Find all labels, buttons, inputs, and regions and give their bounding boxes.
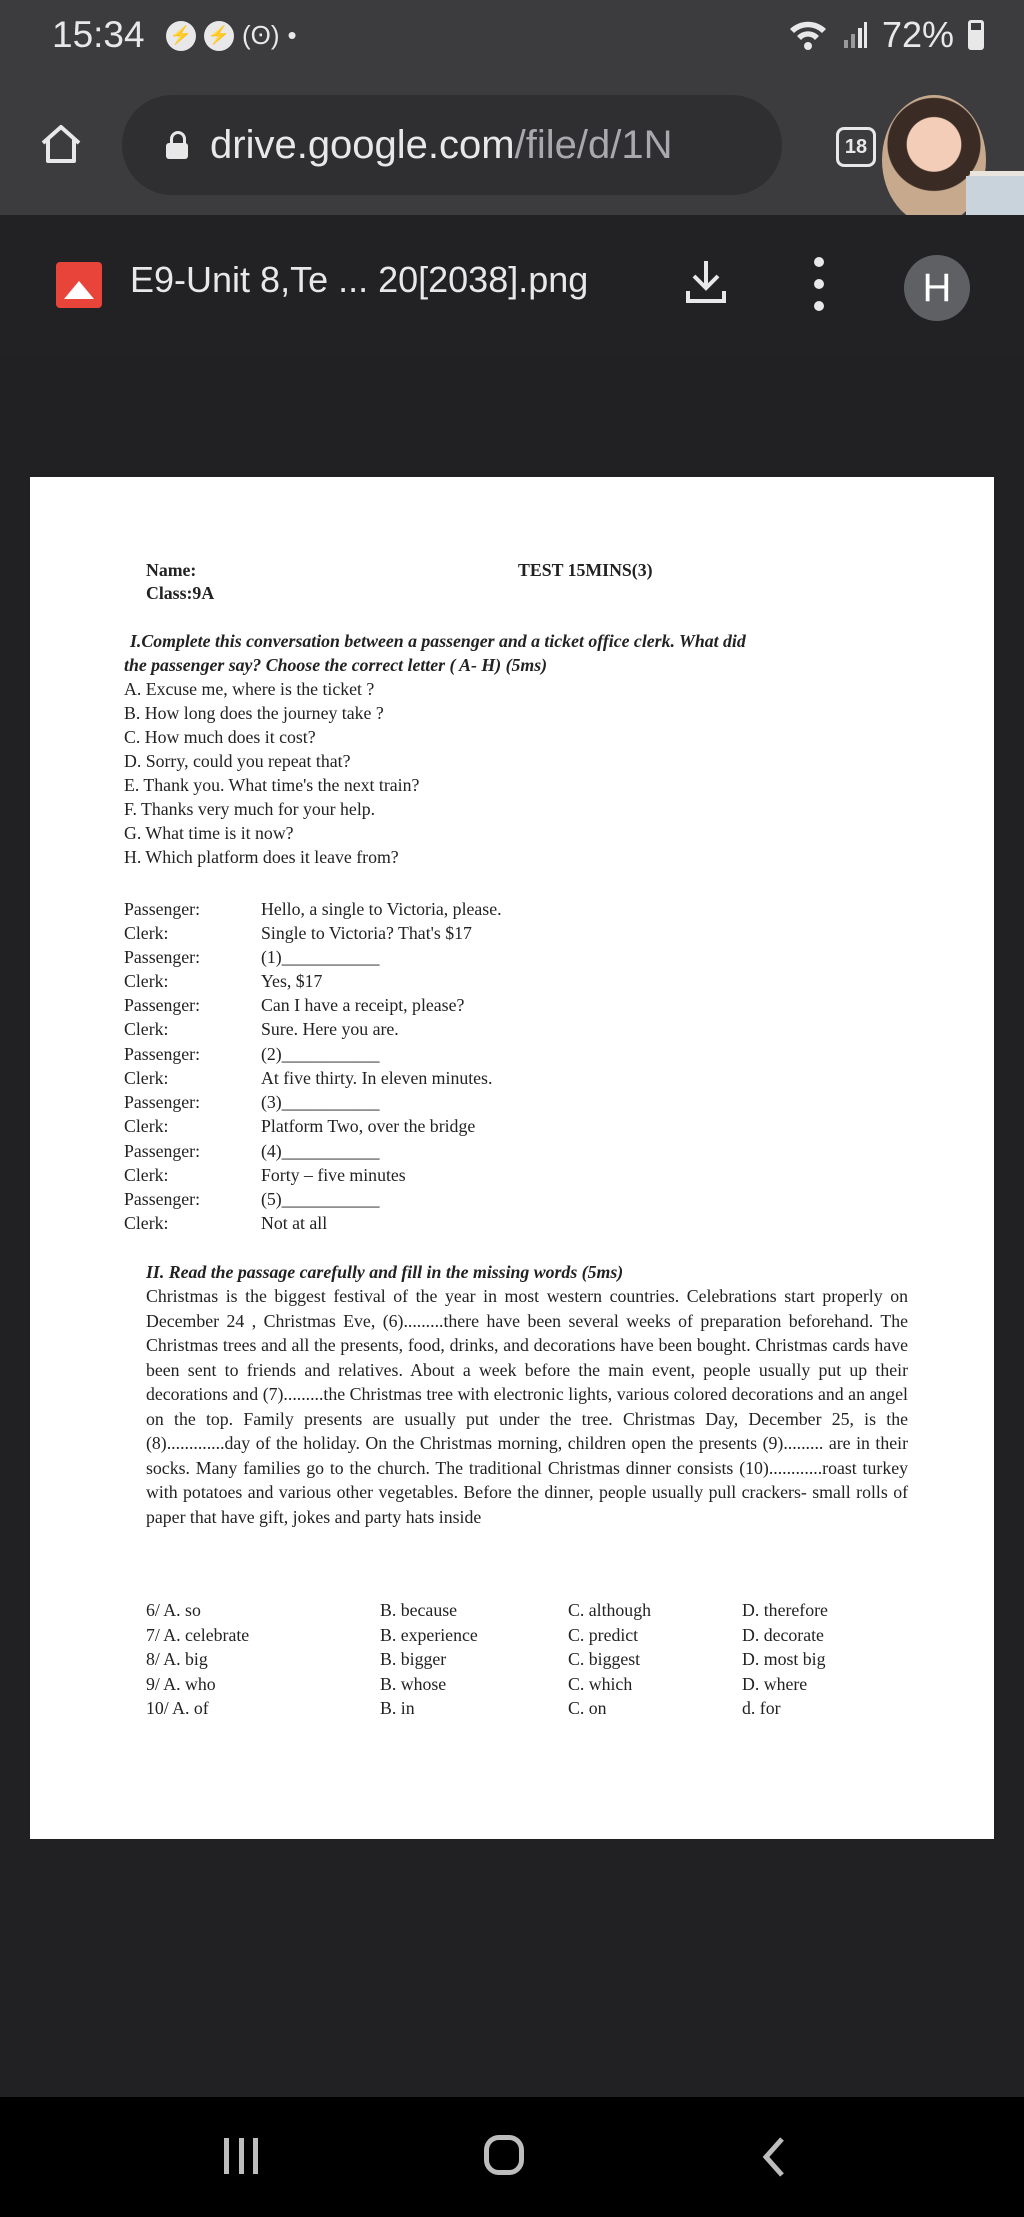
status-right [788, 14, 984, 56]
battery-icon [968, 20, 984, 50]
signal-icon [842, 20, 868, 50]
test-title: TEST 15MINS(3) [518, 560, 653, 580]
nfc-icon: (ʘ) [242, 20, 280, 50]
dialog-line: Passenger: (4)___________ [124, 1141, 380, 1161]
choice-item: E. Thank you. What time's the next train? [124, 775, 420, 795]
choice-item: C. How much does it cost? [124, 727, 316, 747]
dialog-line: Clerk: Sure. Here you are. [124, 1019, 399, 1039]
lock-icon [166, 131, 188, 159]
url-host: drive.google.com [210, 122, 515, 167]
notification-icons [166, 20, 297, 51]
name-label: Name: [146, 560, 197, 580]
wifi-icon [788, 19, 828, 51]
url-path: /file/d/1N [514, 122, 673, 167]
document-image: Name: Class:9A TEST 15MINS(3) I.Complete this conversation between a passenger and a ticket office clerk. What did the passenger say? Choose the correct letter ( A- H) (5ms) A. Excuse me, where is the ticket ? B. How long does the journey take ? C. How much does it cost? D. Sorry, could you repeat that? E. Thank you. What time's the next train? F. Thanks very much for your help. G. What time is it now? H. Which platform does it leave from? Passenger: Hello, a single to Victoria, please. Clerk: Single to Victoria? That's $17 Passenger: (1)___________ Clerk: Yes, $17 Passenger: Can I have a receipt, please? Clerk: Sure. Here you are. Passenger: (2)___________ Clerk: At five thirty. In eleven minutes. Passenger: (3)___________ Clerk: Platform Two, over the bridge Passenger: (4)___________ Clerk: Forty – five minutes Passenger: (5)___________ Clerk: Not at all II. Read the passage carefully and fill in the missing words (5ms) Christmas is the biggest festival of the year in most western countries. Celebrations start properly on December 24 , Christmas Eve, (6).........there have been several weeks of preparation beforehand. The Christmas trees and all the presents, food, drinks, and decorations have been bought. Christmas cards have been sent to friends and relatives. About a week before the main event, people usually put up their decorations and (7).........the Christmas tree with electronic lights, various colored decorations and an angel on the top. Family presents are usually put under the tree. Christmas Day, December 25, is the (8).............day of the holiday. On the Christmas morning, children open the presents (9)......... are in their socks. Many families go to the church. The traditional Christmas dinner consists (10)............roast turkey with potatoes and various other vegetables. Before the dinner, people usually pull crackers- small rolls of paper that have gift, jokes and party hats inside 6/ A. so B. because C. although D. therefore 7/ A. celebrate B. experience C. predict D. decorate 8/ A. big B. bigger C. biggest D. most big 9/ A. who B. whose C. which D. where 10/ A. of B. in C. on d. for [30, 477, 994, 1839]
file-name: E9-Unit 8,Te ... 20[2038].png [130, 259, 589, 300]
status-bar [0, 0, 1024, 75]
url-text [210, 123, 672, 168]
status-time: 15:34 [52, 14, 145, 55]
more-options-icon[interactable] [814, 257, 824, 311]
tab-switcher-button[interactable]: 18 [836, 127, 876, 167]
dot-icon: • [287, 20, 297, 50]
dialog-line: Passenger: Can I have a receipt, please? [124, 995, 465, 1015]
home-icon[interactable] [38, 121, 84, 167]
choice-item: B. How long does the journey take ? [124, 703, 384, 723]
choice-item: D. Sorry, could you repeat that? [124, 751, 351, 771]
account-avatar-button[interactable]: H [904, 255, 970, 321]
choice-item: A. Excuse me, where is the ticket ? [124, 679, 375, 699]
dialog-line: Clerk: At five thirty. In eleven minutes. [124, 1068, 493, 1088]
dialog-line: Clerk: Not at all [124, 1213, 328, 1233]
address-bar[interactable] [122, 95, 782, 195]
choice-item: H. Which platform does it leave from? [124, 847, 399, 867]
part1-instruction-line1: I.Complete this conversation between a passenger and a ticket office clerk. What did [130, 631, 746, 651]
choice-item: G. What time is it now? [124, 823, 294, 843]
reading-passage [146, 1284, 908, 1529]
messenger-icon: ⚡ [166, 21, 196, 51]
class-label: Class:9A [146, 583, 215, 603]
part2-title: II. Read the passage carefully and fill in the missing words (5ms) [146, 1262, 624, 1282]
part1-instruction-line2: the passenger say? Choose the correct letter ( A- H) (5ms) [124, 655, 548, 675]
drive-viewer-header [0, 215, 1024, 355]
dialog-line: Clerk: Yes, $17 [124, 971, 323, 991]
battery-percent: 72% [881, 14, 954, 55]
recent-apps-button[interactable] [224, 2138, 258, 2174]
download-icon[interactable] [682, 257, 730, 307]
dialog-line: Passenger: (1)___________ [124, 947, 380, 967]
browser-toolbar [0, 75, 1024, 215]
passage-text: Christmas is the biggest festival of the year in most western countries. Celebrations start properly on December 24 , Christmas Eve, (6).........there have been several weeks of preparation beforehand. The Christmas trees and all the presents, food, drinks, and decorations have been bought. Christmas cards have been sent to friends and relatives. About a week before the main event, people usually put up their decorations and (7).........the Christmas tree with electronic lights, various colored decorations and an angel on the top. Family presents are usually put under the tree. Christmas Day, December 25, is the (8).............day of the holiday. On the Christmas morning, children open the presents (9)......... are in their socks. Many families go to the church. The traditional Christmas dinner consists (10)............roast turkey with potatoes and various other vegetables. Before the dinner, people usually pull crackers- small rolls of paper that have gift, jokes and party hats inside [146, 1286, 908, 1527]
dialog-line: Passenger: Hello, a single to Victoria, please. [124, 899, 502, 919]
system-navigation-bar [0, 2097, 1024, 2217]
dialog-line: Clerk: Platform Two, over the bridge [124, 1116, 476, 1136]
dialog-line: Passenger: (3)___________ [124, 1092, 380, 1112]
dialog-line: Passenger: (2)___________ [124, 1044, 380, 1064]
messenger-icon-2: ⚡ [204, 21, 234, 51]
dialog-line: Clerk: Single to Victoria? That's $17 [124, 923, 472, 943]
dialog-line: Clerk: Forty – five minutes [124, 1165, 406, 1185]
home-button[interactable] [484, 2135, 524, 2175]
back-button[interactable] [760, 2135, 788, 2179]
dialog-line: Passenger: (5)___________ [124, 1189, 380, 1209]
image-file-icon [56, 262, 102, 308]
choice-item: F. Thanks very much for your help. [124, 799, 376, 819]
